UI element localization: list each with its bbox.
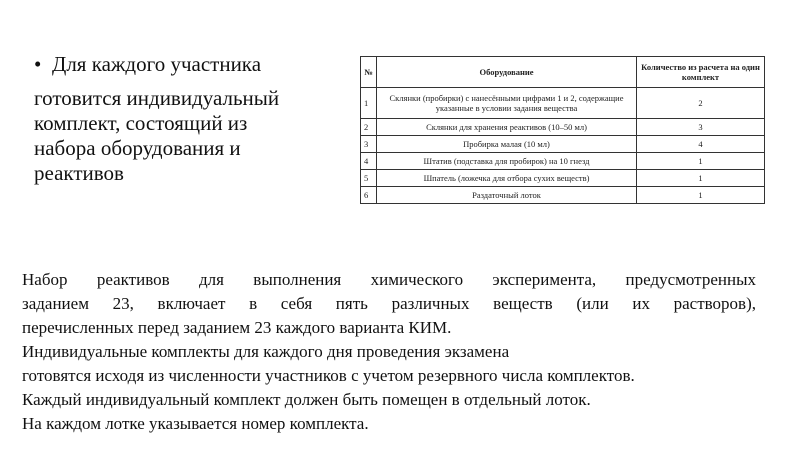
bullet-first-line: Для каждого участника: [52, 52, 262, 76]
table-header-row: [361, 57, 765, 88]
row-quantity: 2: [637, 88, 765, 119]
table-row: [361, 170, 765, 187]
header-number: №: [361, 57, 377, 88]
row-equipment: Раздаточный лоток: [377, 187, 637, 204]
row-quantity: 1: [637, 187, 765, 204]
row-number: 4: [361, 153, 377, 170]
paragraph-line: Каждый индивидуальный комплект должен быть помещен в отдельный лоток.: [22, 390, 591, 409]
row-equipment: Шпатель (ложечка для отбора сухих веществ): [377, 170, 637, 187]
table-row: [361, 153, 765, 170]
bullet-text-line: комплект, состоящий из: [34, 111, 248, 135]
bullet-item: [34, 50, 334, 78]
row-quantity: 1: [637, 153, 765, 170]
paragraph-line: заданием 23, включает в себя пять различных веществ (или их растворов),: [22, 294, 756, 313]
table-row: [361, 187, 765, 204]
table-row: [361, 136, 765, 153]
header-equipment: Оборудование: [377, 57, 637, 88]
paragraph-line: перечисленных перед заданием 23 каждого варианта КИМ.: [22, 318, 452, 337]
paragraph-line: Набор реактивов для выполнения химического эксперимента, предусмотренных: [22, 270, 756, 289]
row-equipment: Склянки (пробирки) с нанесёнными цифрами 1 и 2, содержащие указанные в условии задания вещества: [377, 88, 637, 119]
equipment-table: [360, 56, 765, 204]
table-row: [361, 88, 765, 119]
row-equipment: Штатив (подставка для пробирок) на 10 гнезд: [377, 153, 637, 170]
row-number: 3: [361, 136, 377, 153]
bullet-text-line: реактивов: [34, 161, 124, 185]
bullet-marker: •: [34, 52, 42, 76]
row-quantity: 4: [637, 136, 765, 153]
row-number: 2: [361, 119, 377, 136]
table-row: [361, 119, 765, 136]
bullet-continuation: [34, 86, 334, 186]
row-number: 5: [361, 170, 377, 187]
row-number: 6: [361, 187, 377, 204]
bullet-block: [34, 50, 334, 186]
row-number: 1: [361, 88, 377, 119]
paragraph-line: готовятся исходя из численности участников с учетом резервного числа комплектов.: [22, 366, 635, 385]
bullet-text-line: готовится индивидуальный: [34, 86, 280, 110]
body-text: [22, 268, 756, 436]
header-quantity: Количество из расчета на один комплект: [637, 57, 765, 88]
paragraph-line: На каждом лотке указывается номер комплекта.: [22, 414, 369, 433]
row-quantity: 3: [637, 119, 765, 136]
paragraph-line: Индивидуальные комплекты для каждого дня проведения экзамена: [22, 342, 510, 361]
row-quantity: 1: [637, 170, 765, 187]
row-equipment: Пробирка малая (10 мл): [377, 136, 637, 153]
bullet-text-line: набора оборудования и: [34, 136, 241, 160]
row-equipment: Склянки для хранения реактивов (10–50 мл): [377, 119, 637, 136]
